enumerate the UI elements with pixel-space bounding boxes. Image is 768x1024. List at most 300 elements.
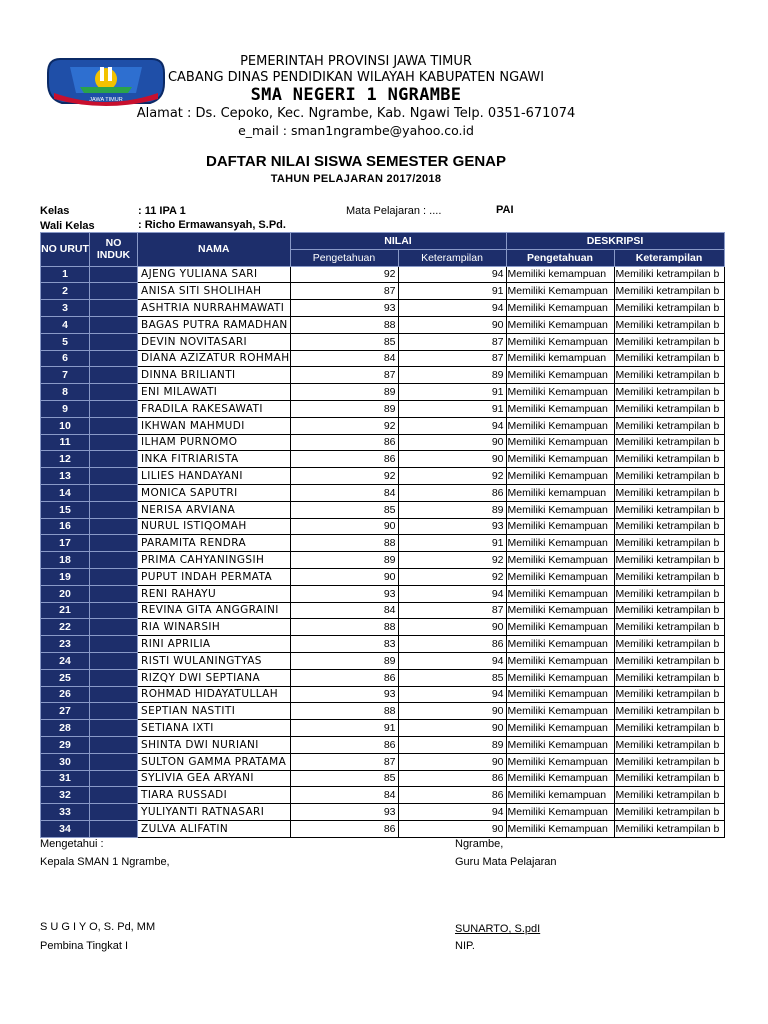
row-no-induk	[90, 384, 138, 401]
table-row	[41, 384, 725, 401]
row-nilai-keterampilan: 92	[398, 568, 506, 585]
row-no-induk	[90, 703, 138, 720]
row-no-induk	[90, 585, 138, 602]
table-row	[41, 501, 725, 518]
row-deskripsi-pengetahuan: Memiliki Kemampuan	[506, 619, 614, 636]
row-number: 20	[41, 585, 90, 602]
row-nama: RISTI WULANINGTYAS	[138, 652, 291, 669]
row-nilai-keterampilan: 91	[398, 400, 506, 417]
row-nama: ROHMAD HIDAYATULLAH	[138, 686, 291, 703]
table-row	[41, 400, 725, 417]
row-deskripsi-keterampilan: Memiliki ketrampilan b	[614, 736, 724, 753]
row-nilai-keterampilan: 85	[398, 669, 506, 686]
header-nama: NAMA	[138, 233, 291, 267]
row-nilai-keterampilan: 90	[398, 753, 506, 770]
table-row	[41, 434, 725, 451]
row-nama: PARAMITA RENDRA	[138, 535, 291, 552]
grade-table	[40, 232, 725, 838]
row-nilai-keterampilan: 90	[398, 451, 506, 468]
row-nama: INKA FITRIARISTA	[138, 451, 291, 468]
row-deskripsi-pengetahuan: Memiliki Kemampuan	[506, 535, 614, 552]
row-nama: TIARA RUSSADI	[138, 787, 291, 804]
row-nilai-pengetahuan: 86	[290, 451, 398, 468]
table-row	[41, 417, 725, 434]
row-no-induk	[90, 434, 138, 451]
row-deskripsi-keterampilan: Memiliki ketrampilan b	[614, 434, 724, 451]
row-no-induk	[90, 484, 138, 501]
row-nama: ANISA SITI SHOLIHAH	[138, 283, 291, 300]
row-no-induk	[90, 770, 138, 787]
row-number: 15	[41, 501, 90, 518]
table-row	[41, 703, 725, 720]
header-deskripsi-keterampilan: Keterampilan	[614, 249, 724, 266]
table-row	[41, 652, 725, 669]
row-deskripsi-keterampilan: Memiliki ketrampilan b	[614, 568, 724, 585]
row-nama: FRADILA RAKESAWATI	[138, 400, 291, 417]
row-nilai-pengetahuan: 86	[290, 736, 398, 753]
table-row	[41, 367, 725, 384]
table-row	[41, 619, 725, 636]
row-nama: ASHTRIA NURRAHMAWATI	[138, 300, 291, 317]
row-nilai-pengetahuan: 93	[290, 585, 398, 602]
table-row	[41, 568, 725, 585]
table-row	[41, 804, 725, 821]
row-no-induk	[90, 686, 138, 703]
row-deskripsi-pengetahuan: Memiliki Kemampuan	[506, 602, 614, 619]
table-row	[41, 333, 725, 350]
row-no-induk	[90, 636, 138, 653]
kepala-sekolah-rank: Pembina Tingkat I	[40, 940, 129, 952]
row-nama: RENI RAHAYU	[138, 585, 291, 602]
document-title: DAFTAR NILAI SISWA SEMESTER GENAP	[205, 153, 506, 170]
row-nilai-keterampilan: 87	[398, 602, 506, 619]
row-deskripsi-keterampilan: Memiliki ketrampilan b	[614, 720, 724, 737]
row-number: 4	[41, 316, 90, 333]
row-number: 32	[41, 787, 90, 804]
row-nilai-keterampilan: 92	[398, 552, 506, 569]
row-deskripsi-keterampilan: Memiliki ketrampilan b	[614, 501, 724, 518]
row-deskripsi-keterampilan: Memiliki ketrampilan b	[614, 535, 724, 552]
guru-nip: NIP.	[455, 940, 475, 952]
row-deskripsi-keterampilan: Memiliki ketrampilan b	[614, 787, 724, 804]
row-deskripsi-keterampilan: Memiliki ketrampilan b	[614, 400, 724, 417]
row-no-induk	[90, 804, 138, 821]
row-no-induk	[90, 266, 138, 283]
row-deskripsi-pengetahuan: Memiliki Kemampuan	[506, 333, 614, 350]
row-nilai-keterampilan: 92	[398, 468, 506, 485]
row-deskripsi-pengetahuan: Memiliki Kemampuan	[506, 417, 614, 434]
row-deskripsi-pengetahuan: Memiliki Kemampuan	[506, 300, 614, 317]
row-number: 11	[41, 434, 90, 451]
row-number: 33	[41, 804, 90, 821]
table-row	[41, 720, 725, 737]
table-row	[41, 518, 725, 535]
row-no-induk	[90, 316, 138, 333]
row-deskripsi-pengetahuan: Memiliki Kemampuan	[506, 703, 614, 720]
row-nilai-pengetahuan: 89	[290, 384, 398, 401]
row-nilai-keterampilan: 94	[398, 804, 506, 821]
row-number: 19	[41, 568, 90, 585]
row-nilai-keterampilan: 90	[398, 619, 506, 636]
row-deskripsi-pengetahuan: Memiliki Kemampuan	[506, 518, 614, 535]
row-no-induk	[90, 820, 138, 837]
row-deskripsi-pengetahuan: Memiliki Kemampuan	[506, 384, 614, 401]
row-nilai-pengetahuan: 90	[290, 518, 398, 535]
row-nama: NURUL ISTIQOMAH	[138, 518, 291, 535]
row-nama: DIANA AZIZATUR ROHMAH	[138, 350, 291, 367]
row-nama: SULTON GAMMA PRATAMA	[138, 753, 291, 770]
kelas-value: : 11 IPA 1	[138, 205, 186, 217]
row-number: 28	[41, 720, 90, 737]
row-nama: ZULVA ALIFATIN	[138, 820, 291, 837]
kepala-sekolah-name: S U G I Y O, S. Pd, MM	[40, 921, 156, 933]
table-row	[41, 451, 725, 468]
row-nama: PRIMA CAHYANINGSIH	[138, 552, 291, 569]
row-nilai-pengetahuan: 87	[290, 367, 398, 384]
row-nilai-pengetahuan: 89	[290, 400, 398, 417]
row-deskripsi-pengetahuan: Memiliki Kemampuan	[506, 434, 614, 451]
row-deskripsi-pengetahuan: Memiliki Kemampuan	[506, 367, 614, 384]
school-address: Alamat : Ds. Cepoko, Kec. Ngrambe, Kab. Ngawi Telp. 0351-671074	[136, 106, 576, 121]
table-row	[41, 736, 725, 753]
row-number: 22	[41, 619, 90, 636]
row-no-induk	[90, 568, 138, 585]
row-nama: RIZQY DWI SEPTIANA	[138, 669, 291, 686]
logo-text: JAWA TIMUR	[89, 97, 123, 103]
row-nama: RINI APRILIA	[138, 636, 291, 653]
row-number: 27	[41, 703, 90, 720]
table-row	[41, 552, 725, 569]
row-deskripsi-pengetahuan: Memiliki Kemampuan	[506, 820, 614, 837]
row-nama: REVINA GITA ANGGRAINI	[138, 602, 291, 619]
row-nama: DEVIN NOVITASARI	[138, 333, 291, 350]
row-no-induk	[90, 787, 138, 804]
table-row	[41, 753, 725, 770]
row-nilai-pengetahuan: 88	[290, 619, 398, 636]
row-nama: LILIES HANDAYANI	[138, 468, 291, 485]
row-deskripsi-keterampilan: Memiliki ketrampilan b	[614, 468, 724, 485]
row-number: 6	[41, 350, 90, 367]
row-no-induk	[90, 669, 138, 686]
row-nilai-keterampilan: 94	[398, 686, 506, 703]
table-row	[41, 468, 725, 485]
row-nilai-pengetahuan: 86	[290, 820, 398, 837]
row-deskripsi-keterampilan: Memiliki ketrampilan b	[614, 333, 724, 350]
row-nama: ILHAM PURNOMO	[138, 434, 291, 451]
row-nilai-pengetahuan: 88	[290, 703, 398, 720]
row-number: 2	[41, 283, 90, 300]
row-nilai-pengetahuan: 83	[290, 636, 398, 653]
row-nilai-keterampilan: 90	[398, 434, 506, 451]
document-subtitle: TAHUN PELAJARAN 2017/2018	[270, 173, 442, 185]
row-no-induk	[90, 602, 138, 619]
row-number: 17	[41, 535, 90, 552]
row-deskripsi-keterampilan: Memiliki ketrampilan b	[614, 686, 724, 703]
row-deskripsi-keterampilan: Memiliki ketrampilan b	[614, 669, 724, 686]
row-deskripsi-pengetahuan: Memiliki Kemampuan	[506, 400, 614, 417]
row-deskripsi-pengetahuan: Memiliki Kemampuan	[506, 686, 614, 703]
row-deskripsi-pengetahuan: Memiliki Kemampuan	[506, 568, 614, 585]
table-row	[41, 266, 725, 283]
row-deskripsi-pengetahuan: Memiliki Kemampuan	[506, 736, 614, 753]
row-no-induk	[90, 283, 138, 300]
row-nilai-pengetahuan: 90	[290, 568, 398, 585]
row-deskripsi-pengetahuan: Memiliki Kemampuan	[506, 669, 614, 686]
table-row	[41, 770, 725, 787]
row-deskripsi-pengetahuan: Memiliki Kemampuan	[506, 283, 614, 300]
row-deskripsi-keterampilan: Memiliki ketrampilan b	[614, 518, 724, 535]
row-nilai-pengetahuan: 93	[290, 804, 398, 821]
row-number: 5	[41, 333, 90, 350]
row-number: 29	[41, 736, 90, 753]
row-nilai-keterampilan: 90	[398, 316, 506, 333]
row-number: 31	[41, 770, 90, 787]
row-deskripsi-keterampilan: Memiliki ketrampilan b	[614, 602, 724, 619]
row-nilai-pengetahuan: 93	[290, 686, 398, 703]
row-no-induk	[90, 518, 138, 535]
header-nilai: NILAI	[290, 233, 506, 250]
row-nilai-keterampilan: 91	[398, 535, 506, 552]
row-no-induk	[90, 619, 138, 636]
row-deskripsi-keterampilan: Memiliki ketrampilan b	[614, 753, 724, 770]
row-nilai-pengetahuan: 84	[290, 484, 398, 501]
row-number: 16	[41, 518, 90, 535]
table-row	[41, 283, 725, 300]
row-no-induk	[90, 720, 138, 737]
row-nilai-pengetahuan: 89	[290, 652, 398, 669]
row-nama: SEPTIAN NASTITI	[138, 703, 291, 720]
table-row	[41, 602, 725, 619]
row-nilai-pengetahuan: 85	[290, 501, 398, 518]
row-nilai-pengetahuan: 89	[290, 552, 398, 569]
row-nilai-keterampilan: 94	[398, 585, 506, 602]
row-number: 10	[41, 417, 90, 434]
row-nilai-pengetahuan: 87	[290, 753, 398, 770]
row-deskripsi-keterampilan: Memiliki ketrampilan b	[614, 703, 724, 720]
row-no-induk	[90, 400, 138, 417]
row-deskripsi-keterampilan: Memiliki ketrampilan b	[614, 417, 724, 434]
row-deskripsi-pengetahuan: Memiliki Kemampuan	[506, 501, 614, 518]
header-line-1: PEMERINTAH PROVINSI JAWA TIMUR	[240, 54, 472, 69]
row-nilai-keterampilan: 94	[398, 652, 506, 669]
table-row	[41, 787, 725, 804]
row-no-induk	[90, 753, 138, 770]
guru-name: SUNARTO, S.pdI	[455, 923, 541, 935]
grade-table-body	[41, 266, 725, 837]
row-nilai-keterampilan: 86	[398, 636, 506, 653]
row-no-induk	[90, 535, 138, 552]
row-deskripsi-keterampilan: Memiliki ketrampilan b	[614, 384, 724, 401]
table-row	[41, 535, 725, 552]
row-no-induk	[90, 652, 138, 669]
row-number: 12	[41, 451, 90, 468]
row-no-induk	[90, 300, 138, 317]
row-number: 3	[41, 300, 90, 317]
row-nilai-keterampilan: 89	[398, 501, 506, 518]
row-deskripsi-keterampilan: Memiliki ketrampilan b	[614, 451, 724, 468]
row-nama: MONICA SAPUTRI	[138, 484, 291, 501]
row-deskripsi-keterampilan: Memiliki ketrampilan b	[614, 350, 724, 367]
row-deskripsi-keterampilan: Memiliki ketrampilan b	[614, 820, 724, 837]
row-number: 8	[41, 384, 90, 401]
row-number: 23	[41, 636, 90, 653]
row-no-induk	[90, 501, 138, 518]
row-deskripsi-keterampilan: Memiliki ketrampilan b	[614, 619, 724, 636]
row-nama: SETIANA IXTI	[138, 720, 291, 737]
row-deskripsi-keterampilan: Memiliki ketrampilan b	[614, 316, 724, 333]
row-deskripsi-pengetahuan: Memiliki Kemampuan	[506, 770, 614, 787]
row-nilai-keterampilan: 93	[398, 518, 506, 535]
table-row	[41, 669, 725, 686]
row-nilai-pengetahuan: 85	[290, 770, 398, 787]
row-deskripsi-keterampilan: Memiliki ketrampilan b	[614, 367, 724, 384]
row-number: 7	[41, 367, 90, 384]
row-nilai-keterampilan: 90	[398, 720, 506, 737]
header-deskripsi: DESKRIPSI	[506, 233, 724, 250]
header-nilai-keterampilan: Keterampilan	[398, 249, 506, 266]
row-deskripsi-keterampilan: Memiliki ketrampilan b	[614, 585, 724, 602]
header-no-induk: NO INDUK	[90, 233, 138, 267]
table-row	[41, 636, 725, 653]
row-nilai-keterampilan: 89	[398, 367, 506, 384]
row-deskripsi-keterampilan: Memiliki ketrampilan b	[614, 266, 724, 283]
row-number: 26	[41, 686, 90, 703]
school-email: e_mail : sman1ngrambe@yahoo.co.id	[238, 123, 474, 138]
row-nilai-pengetahuan: 92	[290, 266, 398, 283]
row-deskripsi-pengetahuan: Memiliki kemampuan	[506, 484, 614, 501]
mengetahui-label: Mengetahui :	[40, 838, 104, 850]
row-nama: SHINTA DWI NURIANI	[138, 736, 291, 753]
row-nilai-pengetahuan: 86	[290, 434, 398, 451]
wali-kelas-label: Wali Kelas	[40, 220, 95, 232]
row-number: 13	[41, 468, 90, 485]
row-nilai-keterampilan: 89	[398, 736, 506, 753]
row-nilai-pengetahuan: 85	[290, 333, 398, 350]
header-nilai-pengetahuan: Pengetahuan	[290, 249, 398, 266]
row-deskripsi-pengetahuan: Memiliki Kemampuan	[506, 636, 614, 653]
row-deskripsi-pengetahuan: Memiliki Kemampuan	[506, 753, 614, 770]
row-nilai-keterampilan: 94	[398, 417, 506, 434]
row-deskripsi-keterampilan: Memiliki ketrampilan b	[614, 484, 724, 501]
row-number: 14	[41, 484, 90, 501]
row-deskripsi-keterampilan: Memiliki ketrampilan b	[614, 283, 724, 300]
mata-pelajaran-label: Mata Pelajaran : ....	[346, 205, 442, 217]
row-deskripsi-pengetahuan: Memiliki kemampuan	[506, 787, 614, 804]
header-line-2: CABANG DINAS PENDIDIKAN WILAYAH KABUPATEN NGAWI	[167, 70, 545, 85]
table-row	[41, 300, 725, 317]
row-deskripsi-keterampilan: Memiliki ketrampilan b	[614, 300, 724, 317]
row-number: 1	[41, 266, 90, 283]
row-deskripsi-keterampilan: Memiliki ketrampilan b	[614, 770, 724, 787]
place-date: Ngrambe,	[455, 838, 504, 850]
row-nilai-pengetahuan: 93	[290, 300, 398, 317]
row-deskripsi-keterampilan: Memiliki ketrampilan b	[614, 652, 724, 669]
row-nilai-pengetahuan: 84	[290, 350, 398, 367]
row-deskripsi-pengetahuan: Memiliki Kemampuan	[506, 316, 614, 333]
table-row	[41, 686, 725, 703]
row-deskripsi-pengetahuan: Memiliki kemampuan	[506, 266, 614, 283]
row-nilai-keterampilan: 86	[398, 770, 506, 787]
row-nama: DINNA BRILIANTI	[138, 367, 291, 384]
table-row	[41, 585, 725, 602]
table-row	[41, 316, 725, 333]
row-nama: IKHWAN MAHMUDI	[138, 417, 291, 434]
row-nama: AJENG YULIANA SARI	[138, 266, 291, 283]
row-nama: SYLIVIA GEA ARYANI	[138, 770, 291, 787]
row-nilai-pengetahuan: 92	[290, 417, 398, 434]
row-deskripsi-pengetahuan: Memiliki kemampuan	[506, 350, 614, 367]
row-nilai-keterampilan: 91	[398, 283, 506, 300]
row-nama: ENI MILAWATI	[138, 384, 291, 401]
guru-title: Guru Mata Pelajaran	[455, 856, 557, 868]
row-number: 18	[41, 552, 90, 569]
row-nama: YULIYANTI RATNASARI	[138, 804, 291, 821]
row-number: 24	[41, 652, 90, 669]
row-nama: BAGAS PUTRA RAMADHAN	[138, 316, 291, 333]
row-nilai-keterampilan: 87	[398, 333, 506, 350]
row-nilai-pengetahuan: 91	[290, 720, 398, 737]
row-nama: PUPUT INDAH PERMATA	[138, 568, 291, 585]
row-number: 21	[41, 602, 90, 619]
row-number: 30	[41, 753, 90, 770]
row-deskripsi-pengetahuan: Memiliki Kemampuan	[506, 468, 614, 485]
row-no-induk	[90, 350, 138, 367]
row-deskripsi-keterampilan: Memiliki ketrampilan b	[614, 804, 724, 821]
row-number: 9	[41, 400, 90, 417]
row-no-induk	[90, 736, 138, 753]
row-no-induk	[90, 333, 138, 350]
row-deskripsi-pengetahuan: Memiliki Kemampuan	[506, 804, 614, 821]
row-no-induk	[90, 417, 138, 434]
wali-kelas-value: : Richo Ermawansyah, S.Pd.	[138, 219, 286, 231]
row-nilai-keterampilan: 86	[398, 484, 506, 501]
row-nilai-keterampilan: 94	[398, 266, 506, 283]
row-nilai-pengetahuan: 86	[290, 669, 398, 686]
row-deskripsi-pengetahuan: Memiliki Kemampuan	[506, 552, 614, 569]
row-deskripsi-pengetahuan: Memiliki Kemampuan	[506, 720, 614, 737]
row-deskripsi-keterampilan: Memiliki ketrampilan b	[614, 552, 724, 569]
row-number: 25	[41, 669, 90, 686]
row-nilai-pengetahuan: 84	[290, 602, 398, 619]
row-no-induk	[90, 451, 138, 468]
row-deskripsi-keterampilan: Memiliki ketrampilan b	[614, 636, 724, 653]
kelas-label: Kelas	[40, 205, 70, 217]
row-nilai-pengetahuan: 84	[290, 787, 398, 804]
row-no-induk	[90, 552, 138, 569]
row-nilai-pengetahuan: 87	[290, 283, 398, 300]
row-deskripsi-pengetahuan: Memiliki Kemampuan	[506, 652, 614, 669]
row-nilai-pengetahuan: 88	[290, 316, 398, 333]
row-nilai-pengetahuan: 88	[290, 535, 398, 552]
row-nilai-keterampilan: 90	[398, 820, 506, 837]
kepala-sekolah-title: Kepala SMAN 1 Ngrambe,	[40, 856, 170, 868]
row-deskripsi-pengetahuan: Memiliki Kemampuan	[506, 451, 614, 468]
header-no-urut: NO URUT	[41, 233, 90, 267]
row-nilai-keterampilan: 90	[398, 703, 506, 720]
row-no-induk	[90, 367, 138, 384]
row-nilai-keterampilan: 87	[398, 350, 506, 367]
header-deskripsi-pengetahuan: Pengetahuan	[506, 249, 614, 266]
row-nilai-keterampilan: 86	[398, 787, 506, 804]
row-nama: RIA WINARSIH	[138, 619, 291, 636]
table-row	[41, 350, 725, 367]
table-row	[41, 820, 725, 837]
table-row	[41, 484, 725, 501]
row-number: 34	[41, 820, 90, 837]
mata-pelajaran-value: PAI	[496, 204, 514, 216]
row-no-induk	[90, 468, 138, 485]
row-nama: NERISA ARVIANA	[138, 501, 291, 518]
